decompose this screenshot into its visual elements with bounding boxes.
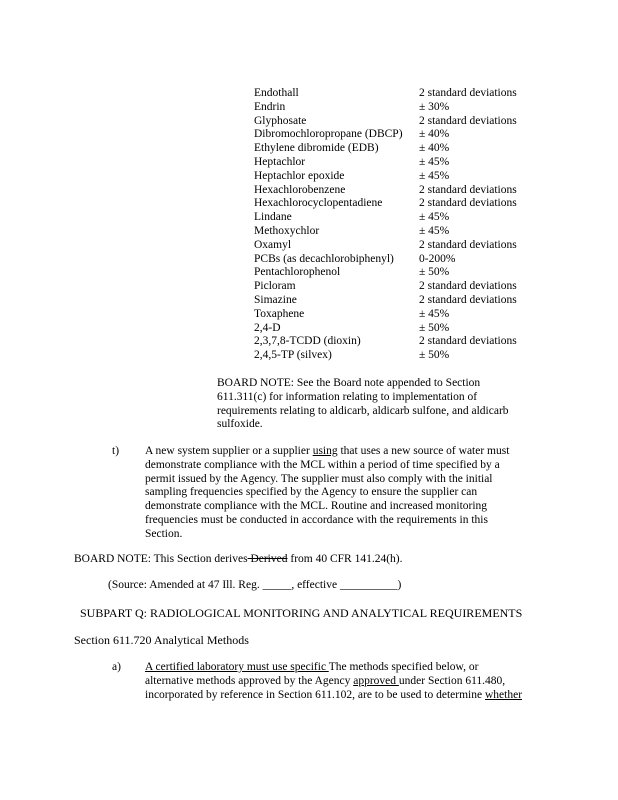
board-note-2-text: from 40 CFR 141.24(h). (287, 553, 403, 565)
contaminant-name: Toxaphene (254, 307, 305, 320)
inserted-text-approved: approved (353, 674, 399, 687)
acceptance-limit: ± 45% (419, 224, 450, 237)
item-a-line (145, 675, 565, 689)
acceptance-limit: ± 45% (419, 211, 450, 224)
contaminant-name: PCBs (as decachlorobiphenyl) (254, 252, 394, 265)
board-note-aldicarb (217, 377, 517, 432)
item-t-line: demonstrate compliance with the MCL within a period of time specified by a (145, 458, 500, 471)
item-t-text: that uses a new source of water must (337, 445, 510, 457)
inserted-text-certified-lab: A certified laboratory must use specific (145, 661, 329, 673)
board-note-2-text: BOARD NOTE: This Section derives (74, 553, 248, 565)
contaminant-name: Picloram (254, 280, 296, 293)
item-t-line: permit issued by the Agency. The supplier must also comply with the initial (145, 472, 493, 485)
acceptance-limit: 2 standard deviations (419, 87, 517, 99)
acceptance-limit: 0-200% (419, 252, 456, 265)
source-effective-blank: __________ (339, 579, 398, 591)
contaminant-name: Heptachlor epoxide (254, 169, 345, 182)
item-a-line (145, 689, 565, 703)
item-t-line: frequencies must be conducted in accordance with the requirements in this (145, 513, 488, 526)
item-t-text: A new system supplier or a supplier (145, 445, 313, 457)
acceptance-limit: 2 standard deviations (419, 280, 517, 293)
board-note-line: requirements relating to aldicarb, aldicarb sulfone, and aldicarb (217, 404, 509, 417)
contaminant-name: Dibromochloropropane (DBCP) (254, 128, 403, 141)
inserted-text-whether: whether (484, 688, 523, 701)
acceptance-limit: ± 50% (419, 321, 450, 334)
item-a-text: The methods specified below, or (328, 661, 479, 673)
board-note-line: sulfoxide. (217, 418, 263, 431)
acceptance-limit: ± 50% (419, 349, 450, 362)
contaminant-name: Methoxychlor (254, 224, 320, 237)
contaminant-name: Ethylene dibromide (EDB) (254, 142, 379, 155)
item-a-text: alternative methods approved by the Agency (145, 674, 354, 687)
item-a-label: a) (112, 661, 121, 673)
contaminant-name: Glyphosate (254, 114, 307, 127)
board-note-line: BOARD NOTE: See the Board note appended to Section (217, 377, 481, 389)
contaminant-name: Heptachlor (254, 155, 306, 168)
contaminant-name: 2,3,7,8-TCDD (dioxin) (254, 335, 361, 348)
contaminant-name: Hexachlorobenzene (254, 183, 346, 196)
item-t-line: sampling frequencies specified by the Agency to ensure the supplier can (145, 486, 478, 499)
source-note-text: ) (397, 579, 402, 591)
source-note (108, 579, 401, 593)
board-note-line: 611.311(c) for information relating to implementation of (217, 390, 478, 403)
contaminant-name: Endothall (254, 87, 299, 99)
acceptance-limit: 2 standard deviations (419, 183, 517, 196)
subpart-heading: SUBPART Q: RADIOLOGICAL MONITORING AND ANALYTICAL REQUIREMENTS (80, 606, 523, 620)
acceptance-limit: 2 standard deviations (419, 197, 517, 210)
acceptance-limit: ± 50% (419, 266, 450, 279)
source-note-text: (Source: Amended at 47 Ill. Reg. (108, 579, 263, 591)
board-note-derivation (74, 553, 402, 567)
acceptance-limit: ± 45% (419, 307, 450, 320)
item-t-line: demonstrate compliance with the MCL. Routine and increased monitoring (145, 500, 488, 513)
contaminant-name: Endrin (254, 100, 286, 113)
contaminant-name: Lindane (254, 211, 292, 224)
item-t-paragraph (145, 445, 525, 542)
source-register-blank: _____ (262, 579, 292, 591)
item-a-line (145, 661, 565, 675)
acceptance-limit: 2 standard deviations (419, 293, 517, 306)
item-a-paragraph (145, 661, 565, 702)
acceptance-limit: ± 30% (419, 100, 450, 113)
contaminant-name: Hexachlorocyclopentadiene (254, 197, 383, 210)
contaminant-name: 2,4,5-TP (silvex) (254, 349, 332, 362)
acceptance-limit: 2 standard deviations (419, 335, 517, 348)
acceptance-limit: 2 standard deviations (419, 238, 517, 251)
contaminant-name: Pentachlorophenol (254, 266, 341, 279)
acceptance-limit: ± 40% (419, 128, 450, 141)
item-t-line (145, 445, 525, 459)
acceptance-limit: 2 standard deviations (419, 114, 517, 127)
section-heading: Section 611.720 Analytical Methods (74, 633, 249, 647)
deleted-text-derived: Derived (247, 553, 288, 565)
contaminant-name: Oxamyl (254, 238, 292, 251)
acceptance-limit: ± 45% (419, 169, 450, 182)
item-t-line: Section. (145, 527, 183, 540)
inserted-text-using: using (312, 445, 338, 457)
acceptance-limit: ± 40% (419, 142, 450, 155)
contaminant-name: 2,4-D (254, 321, 281, 334)
item-t-label: t) (112, 445, 120, 457)
contaminant-name: Simazine (254, 293, 297, 306)
item-a-text: under Section 611.480, (398, 674, 506, 687)
acceptance-limit: ± 45% (419, 155, 450, 168)
source-note-text: , effective (291, 579, 340, 591)
item-a-text: incorporated by reference in Section 611.102, are to be used to determine (145, 688, 485, 701)
